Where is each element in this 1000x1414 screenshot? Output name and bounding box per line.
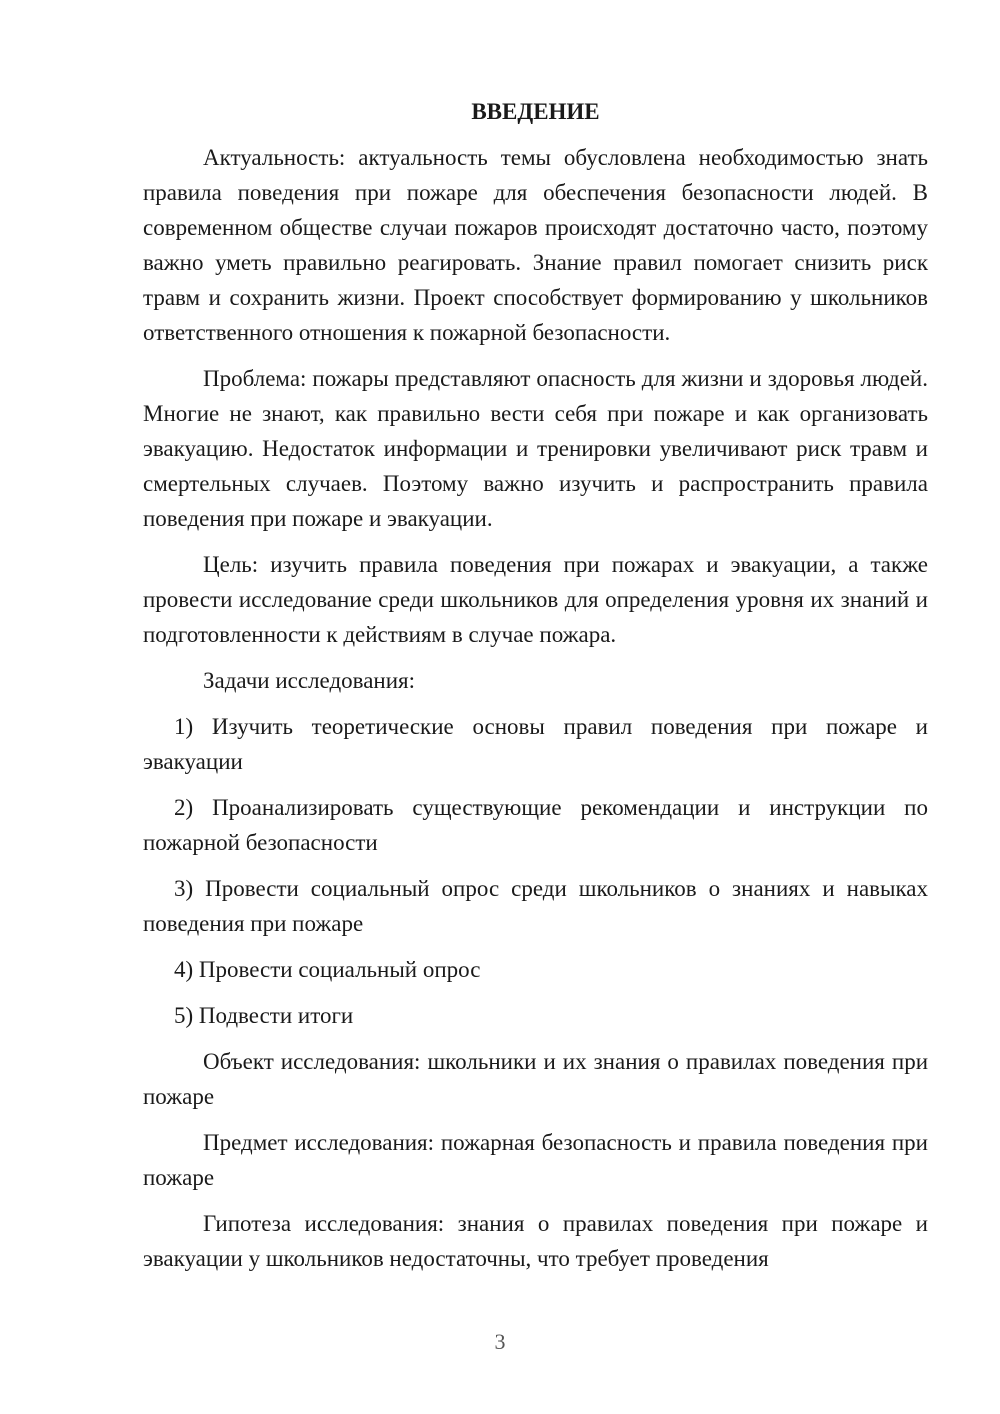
task-item-5: 5) Подвести итоги xyxy=(174,1003,354,1028)
section-title: ВВЕДЕНИЕ xyxy=(471,99,600,124)
paragraph-problem: Проблема: пожары представляют опасность для жизни и здоровья людей. Многие не знают, как правильно вести себя при пожаре и как организовать эвакуацию. Недостаток информации и тренировки увеличивают риск травм и смертельных случаев. Поэтому важно изучить и распространить правила поведения при пожаре и эвакуации. xyxy=(143,366,928,531)
tasks-heading: Задачи исследования: xyxy=(203,668,416,693)
paragraph-subject: Предмет исследования: пожарная безопасность и правила поведения при пожаре xyxy=(143,1130,928,1190)
task-item-4: 4) Провести социальный опрос xyxy=(174,957,481,982)
page-content xyxy=(143,94,928,1287)
task-item-3: 3) Провести социальный опрос среди школьников о знаниях и навыках поведения при пожаре xyxy=(143,876,928,936)
paragraph-relevance: Актуальность: актуальность темы обусловлена необходимостью знать правила поведения при пожаре для обеспечения безопасности людей. В современном обществе случаи пожаров происходят достаточно часто, поэтому важно уметь правильно реагировать. Знание правил помогает снизить риск травм и сохранить жизни. Проект способствует формированию у школьников ответственного отношения к пожарной безопасности. xyxy=(143,145,928,345)
task-item-2: 2) Проанализировать существующие рекомендации и инструкции по пожарной безопасности xyxy=(143,795,928,855)
paragraph-object: Объект исследования: школьники и их знания о правилах поведения при пожаре xyxy=(143,1049,928,1109)
task-item-1: 1) Изучить теоретические основы правил поведения при пожаре и эвакуации xyxy=(143,714,928,774)
paragraph-hypothesis: Гипотеза исследования: знания о правилах поведения при пожаре и эвакуации у школьников недостаточны, что требует проведения xyxy=(143,1211,928,1271)
paragraph-goal: Цель: изучить правила поведения при пожарах и эвакуации, а также провести исследование среди школьников для определения уровня их знаний и подготовленности к действиям в случае пожара. xyxy=(143,552,928,647)
page-number: 3 xyxy=(494,1329,506,1354)
